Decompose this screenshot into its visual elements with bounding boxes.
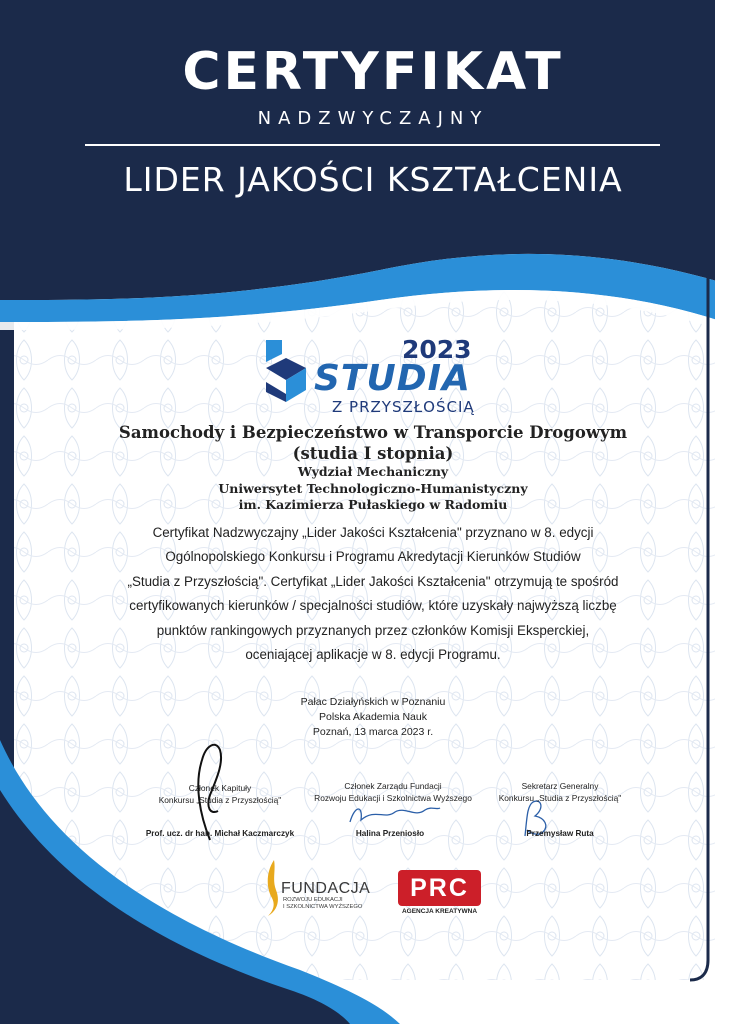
signature-block-1 [130, 783, 310, 806]
fundacja-sub-line-2: I SZKOLNICTWA WYŻSZEGO [283, 903, 363, 910]
university-name: Uniwersytet Technologiczno-Humanistyczny [218, 480, 528, 496]
signature-1-role-2: Konkursu „Studia z Przyszłością" [158, 794, 282, 805]
faculty-name: Wydział Mechaniczny [297, 464, 449, 479]
signature-1-name: Prof. ucz. dr hab. Michał Kaczmarczyk [145, 829, 295, 838]
body-line-1: Certyfikat Nadzwyczajny „Lider Jakości Kształcenia" przyznano w 8. edycji [152, 525, 594, 540]
prc-logo: PRC [398, 870, 481, 906]
body-line-5: punktów rankingowych przyznanych przez członków Komisji Eksperckiej, [156, 622, 590, 638]
place-date [0, 695, 746, 740]
signature-block-2 [298, 781, 488, 804]
signature-2-role-2: Rozwoju Edukacji i Szkolnictwa Wyższego [314, 792, 472, 803]
place-line-1: Pałac Działyńskich w Poznaniu [300, 696, 446, 708]
award-title: LIDER JAKOŚCI KSZTAŁCENIA [123, 160, 623, 199]
logo-year: 2023 [402, 335, 472, 364]
signature-1-role-1: Członek Kapituły [188, 783, 252, 793]
signature-3-name: Przemysław Ruta [526, 829, 594, 838]
prc-logo-subtext: AGENCJA KREATYWNA [401, 908, 478, 915]
header-divider [85, 144, 660, 146]
signature-przenioslo [345, 800, 445, 830]
certificate-body [100, 521, 646, 667]
body-line-3: „Studia z Przyszłością". Certyfikat „Lider Jakości Kształcenia" otrzymują te spośród [127, 573, 619, 589]
university-patron: im. Kazimierza Pułaskiego w Radomiu [238, 497, 508, 512]
body-line-6: oceniającej aplikacje w 8. edycji Programu. [245, 647, 501, 663]
certificate-subtitle: NADZWYCZAJNY [257, 108, 489, 129]
fundacja-logo-text: FUNDACJA [281, 880, 371, 897]
signature-3-role-1: Sekretarz Generalny [521, 781, 599, 791]
fundacja-logo-subtext [283, 897, 362, 910]
body-line-2: Ogólnopolskiego Konkursu i Programu Akredytacji Kierunków Studiów [165, 549, 581, 565]
program-name [0, 422, 746, 464]
program-line-2: (studia I stopnia) [292, 444, 454, 463]
institution-block [0, 464, 746, 514]
logo-main-text: STUDIA [314, 358, 471, 399]
fundacja-sub-line-1: ROZWOJU EDUKACJI [283, 897, 343, 903]
program-line-1: Samochody i Bezpieczeństwo w Transporcie Drogowym [118, 423, 628, 442]
signature-2-name: Halina Przeniosło [355, 829, 425, 838]
fundacja-flame-icon [262, 858, 282, 918]
certificate-title: CERTYFIKAT [182, 42, 564, 102]
body-line-4: certyfikowanych kierunków / specjalności studiów, które uzyskały najwyższą liczbę [129, 598, 617, 614]
signature-2-role-1: Członek Zarządu Fundacji [344, 781, 442, 791]
logo-sub-text: Z PRZYSZŁOŚCIĄ [332, 398, 475, 416]
signature-block-3 [480, 781, 640, 804]
studia-logo-icon [262, 338, 310, 406]
place-line-2: Polska Akademia Nauk [319, 711, 427, 723]
place-date-line: Poznań, 13 marca 2023 r. [312, 726, 434, 738]
signature-3-role-2: Konkursu „Studia z Przyszłością" [498, 792, 622, 803]
